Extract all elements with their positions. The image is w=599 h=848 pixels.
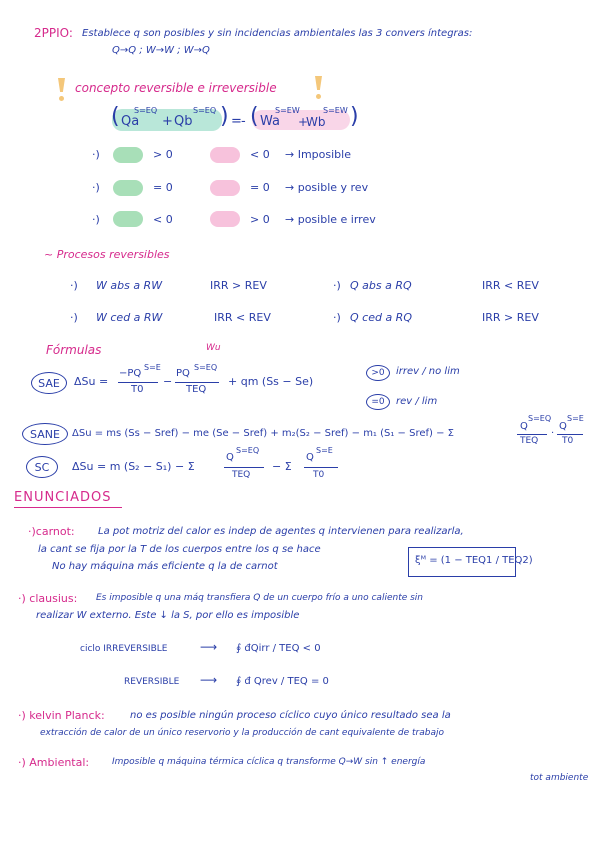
arrow-right-icon: ⟶ xyxy=(200,640,218,654)
enunciados-title: ENUNCIADOS xyxy=(14,490,112,505)
header-conversions: Q→Q ; W→W ; W→Q xyxy=(112,45,210,56)
sane-f2-den: T0 xyxy=(562,436,574,446)
clausius-rev-label: REVERSIBLE xyxy=(124,677,180,687)
sc-f2-num: Q xyxy=(306,452,314,463)
pink-blob xyxy=(210,211,240,227)
proceso-rel: IRR < REV xyxy=(214,311,271,324)
sc-f1-sup: S=EQ xyxy=(236,446,260,455)
case-result: → posible y rev xyxy=(285,181,369,194)
fraction-bar xyxy=(175,382,219,383)
sane-f2-sup: S=E xyxy=(567,414,584,423)
sae-label-circle xyxy=(31,372,67,394)
sae-out1-circle xyxy=(366,365,390,381)
green-blob xyxy=(113,211,143,227)
fraction-bar xyxy=(517,434,547,435)
pink-blob xyxy=(210,180,240,196)
sc-mid: − Σ xyxy=(272,460,292,473)
sane-f1-num: Q xyxy=(520,421,528,432)
sane-f1-den: TEQ xyxy=(520,436,539,446)
sae-f1-num: −PQ xyxy=(119,368,142,379)
paren-open-right: ( xyxy=(250,104,259,129)
case-bullet: ·) xyxy=(92,181,100,194)
case-right-rel: = 0 xyxy=(250,181,270,194)
case-bullet: ·) xyxy=(92,213,100,226)
case-right-rel: < 0 xyxy=(250,148,270,161)
sc-f1-num: Q xyxy=(226,452,234,463)
proceso-bullet: ·) xyxy=(70,279,78,292)
ambiental-line1: Imposible q máquina térmica cíclica q transforme Q→W sin ↑ energía xyxy=(112,757,426,767)
paren-close-right: ) xyxy=(350,104,359,129)
sane-label: SANE xyxy=(30,427,60,441)
sae-f1-den: T0 xyxy=(131,384,144,395)
case-right-rel: > 0 xyxy=(250,213,270,226)
sae-f2-den: TEQ xyxy=(186,384,207,395)
ambiental-line2: tot ambiente xyxy=(530,773,589,783)
case-result: → posible e irrev xyxy=(285,213,376,226)
green-blob xyxy=(113,147,143,163)
paren-open: ( xyxy=(111,104,120,129)
pink-blob xyxy=(210,147,240,163)
proceso-bullet: ·) xyxy=(70,311,78,324)
plus-sign-right: + xyxy=(298,115,309,129)
qb-superscript: S=EQ xyxy=(193,106,217,115)
fraction-bar xyxy=(224,467,264,468)
proceso-text: Q abs a RQ xyxy=(350,279,412,292)
sane-f2-num: Q xyxy=(559,421,567,432)
proceso-rel: IRR > REV xyxy=(482,311,539,324)
fraction-bar xyxy=(557,434,583,435)
sc-f1-den: TEQ xyxy=(232,470,251,480)
proceso-text: Q ced a RQ xyxy=(350,311,412,324)
sae-tail: + qm (Ss − Se) xyxy=(228,375,314,388)
clausius-label: ·) clausius: xyxy=(18,592,78,605)
case-left-rel: > 0 xyxy=(153,148,173,161)
carnot-line1: La pot motriz del calor es indep de agentes q intervienen para realizarla, xyxy=(98,526,464,537)
procesos-title: ~ Procesos reversibles xyxy=(44,248,170,261)
wb-symbol: Wb xyxy=(306,115,326,129)
sc-f2-sup: S=E xyxy=(316,446,333,455)
carnot-efficiency-formula: ξᴹ = (1 − TEQ1 / TEQ2) xyxy=(415,555,533,566)
header-text: Establece q son posibles y sin incidencias ambientales las 3 convers íntegras: xyxy=(82,28,473,39)
carnot-label: ·)carnot: xyxy=(28,525,75,538)
sae-out1-text: irrev / no lim xyxy=(396,366,460,377)
sae-out2-text: rev / lim xyxy=(396,396,438,407)
warning-icon-right xyxy=(315,76,322,94)
carnot-efficiency-box xyxy=(408,547,533,577)
warning-icon xyxy=(58,78,65,96)
sae-f2-sup: S=EQ xyxy=(194,363,218,372)
sae-lhs: ΔSu = xyxy=(74,375,109,388)
paren-close: ) xyxy=(220,104,229,129)
sae-out2-rel: =0 xyxy=(371,397,385,407)
sae-out1-rel: >0 xyxy=(371,368,385,378)
sc-f2-den: T0 xyxy=(313,470,325,480)
proceso-bullet: ·) xyxy=(333,311,341,324)
clausius-ciclo-expr: ∮ đQirr / TEQ < 0 xyxy=(236,643,321,654)
sae-f2-num: PQ xyxy=(176,368,190,379)
proceso-rel: IRR > REV xyxy=(210,279,267,292)
fraction-bar xyxy=(118,382,158,383)
case-result: → Imposible xyxy=(285,148,351,161)
formulas-title: Fórmulas xyxy=(46,343,102,357)
fraction-bar xyxy=(304,467,338,468)
sane-label-circle xyxy=(22,423,68,445)
formulas-annotation: Wu xyxy=(206,343,221,353)
proceso-rel: IRR < REV xyxy=(482,279,539,292)
sae-minus: − xyxy=(163,375,173,388)
qa-symbol: Qa xyxy=(121,114,140,129)
case-left-rel: = 0 xyxy=(153,181,173,194)
enunciados-underline xyxy=(14,507,122,508)
sae-out2-circle xyxy=(366,394,390,410)
proceso-bullet: ·) xyxy=(333,279,341,292)
minus-sign: - xyxy=(241,114,246,129)
clausius-rev-expr: ∮ đ Qrev / TEQ = 0 xyxy=(236,676,329,687)
warning-icon-dot xyxy=(59,96,64,101)
concept-title: concepto reversible e irreversible xyxy=(75,81,277,95)
case-left-rel: < 0 xyxy=(153,213,173,226)
qa-superscript: S=EQ xyxy=(134,106,158,115)
wb-superscript: S=EW xyxy=(323,106,348,115)
arrow-right-icon: ⟶ xyxy=(200,673,218,687)
kelvin-line1: no es posible ningún proceso cíclico cuyo único resultado sea la xyxy=(130,710,451,721)
proceso-text: W ced a RW xyxy=(96,311,163,324)
sae-label: SAE xyxy=(38,376,60,390)
sane-lhs: ΔSu = ms (Ss − Sref) − me (Se − Sref) + m₂(S₂ − Sref) − m₁ (S₁ − Sref) − Σ xyxy=(72,428,454,439)
ambiental-label: ·) Ambiental: xyxy=(18,756,90,769)
equals-sign: = xyxy=(231,114,242,129)
kelvin-line2: extracción de calor de un único reservorio y la producción de cant equivalente de trabajo xyxy=(40,728,444,738)
qb-symbol: Qb xyxy=(174,114,193,129)
sae-f1-sup: S=E xyxy=(144,363,161,372)
clausius-line2: realizar W externo. Este ↓ la S, por ello es imposible xyxy=(36,610,300,621)
clausius-ciclo-label: ciclo IRREVERSIBLE xyxy=(80,644,168,654)
proceso-text: W abs a RW xyxy=(96,279,163,292)
sc-label-circle xyxy=(26,456,58,478)
sc-lhs: ΔSu = m (S₂ − S₁) − Σ xyxy=(72,460,195,473)
wa-symbol: Wa xyxy=(260,114,280,129)
carnot-line2: la cant se fija por la T de los cuerpos entre los q se hace xyxy=(38,544,321,555)
carnot-line3: No hay máquina más eficiente q la de carnot xyxy=(52,561,278,572)
kelvin-label: ·) kelvin Planck: xyxy=(18,709,105,722)
warning-icon-right-dot xyxy=(316,94,321,99)
header-label: 2PPIO: xyxy=(34,26,73,40)
wa-superscript: S=EW xyxy=(275,106,300,115)
sane-f1-sup: S=EQ xyxy=(528,414,552,423)
green-blob xyxy=(113,180,143,196)
plus-sign: + xyxy=(162,114,173,129)
sane-dot: · xyxy=(551,428,555,439)
case-bullet: ·) xyxy=(92,148,100,161)
sc-label: SC xyxy=(34,460,50,474)
clausius-line1: Es imposible q una máq transfiera Q de un cuerpo frío a uno caliente sin xyxy=(96,593,424,603)
